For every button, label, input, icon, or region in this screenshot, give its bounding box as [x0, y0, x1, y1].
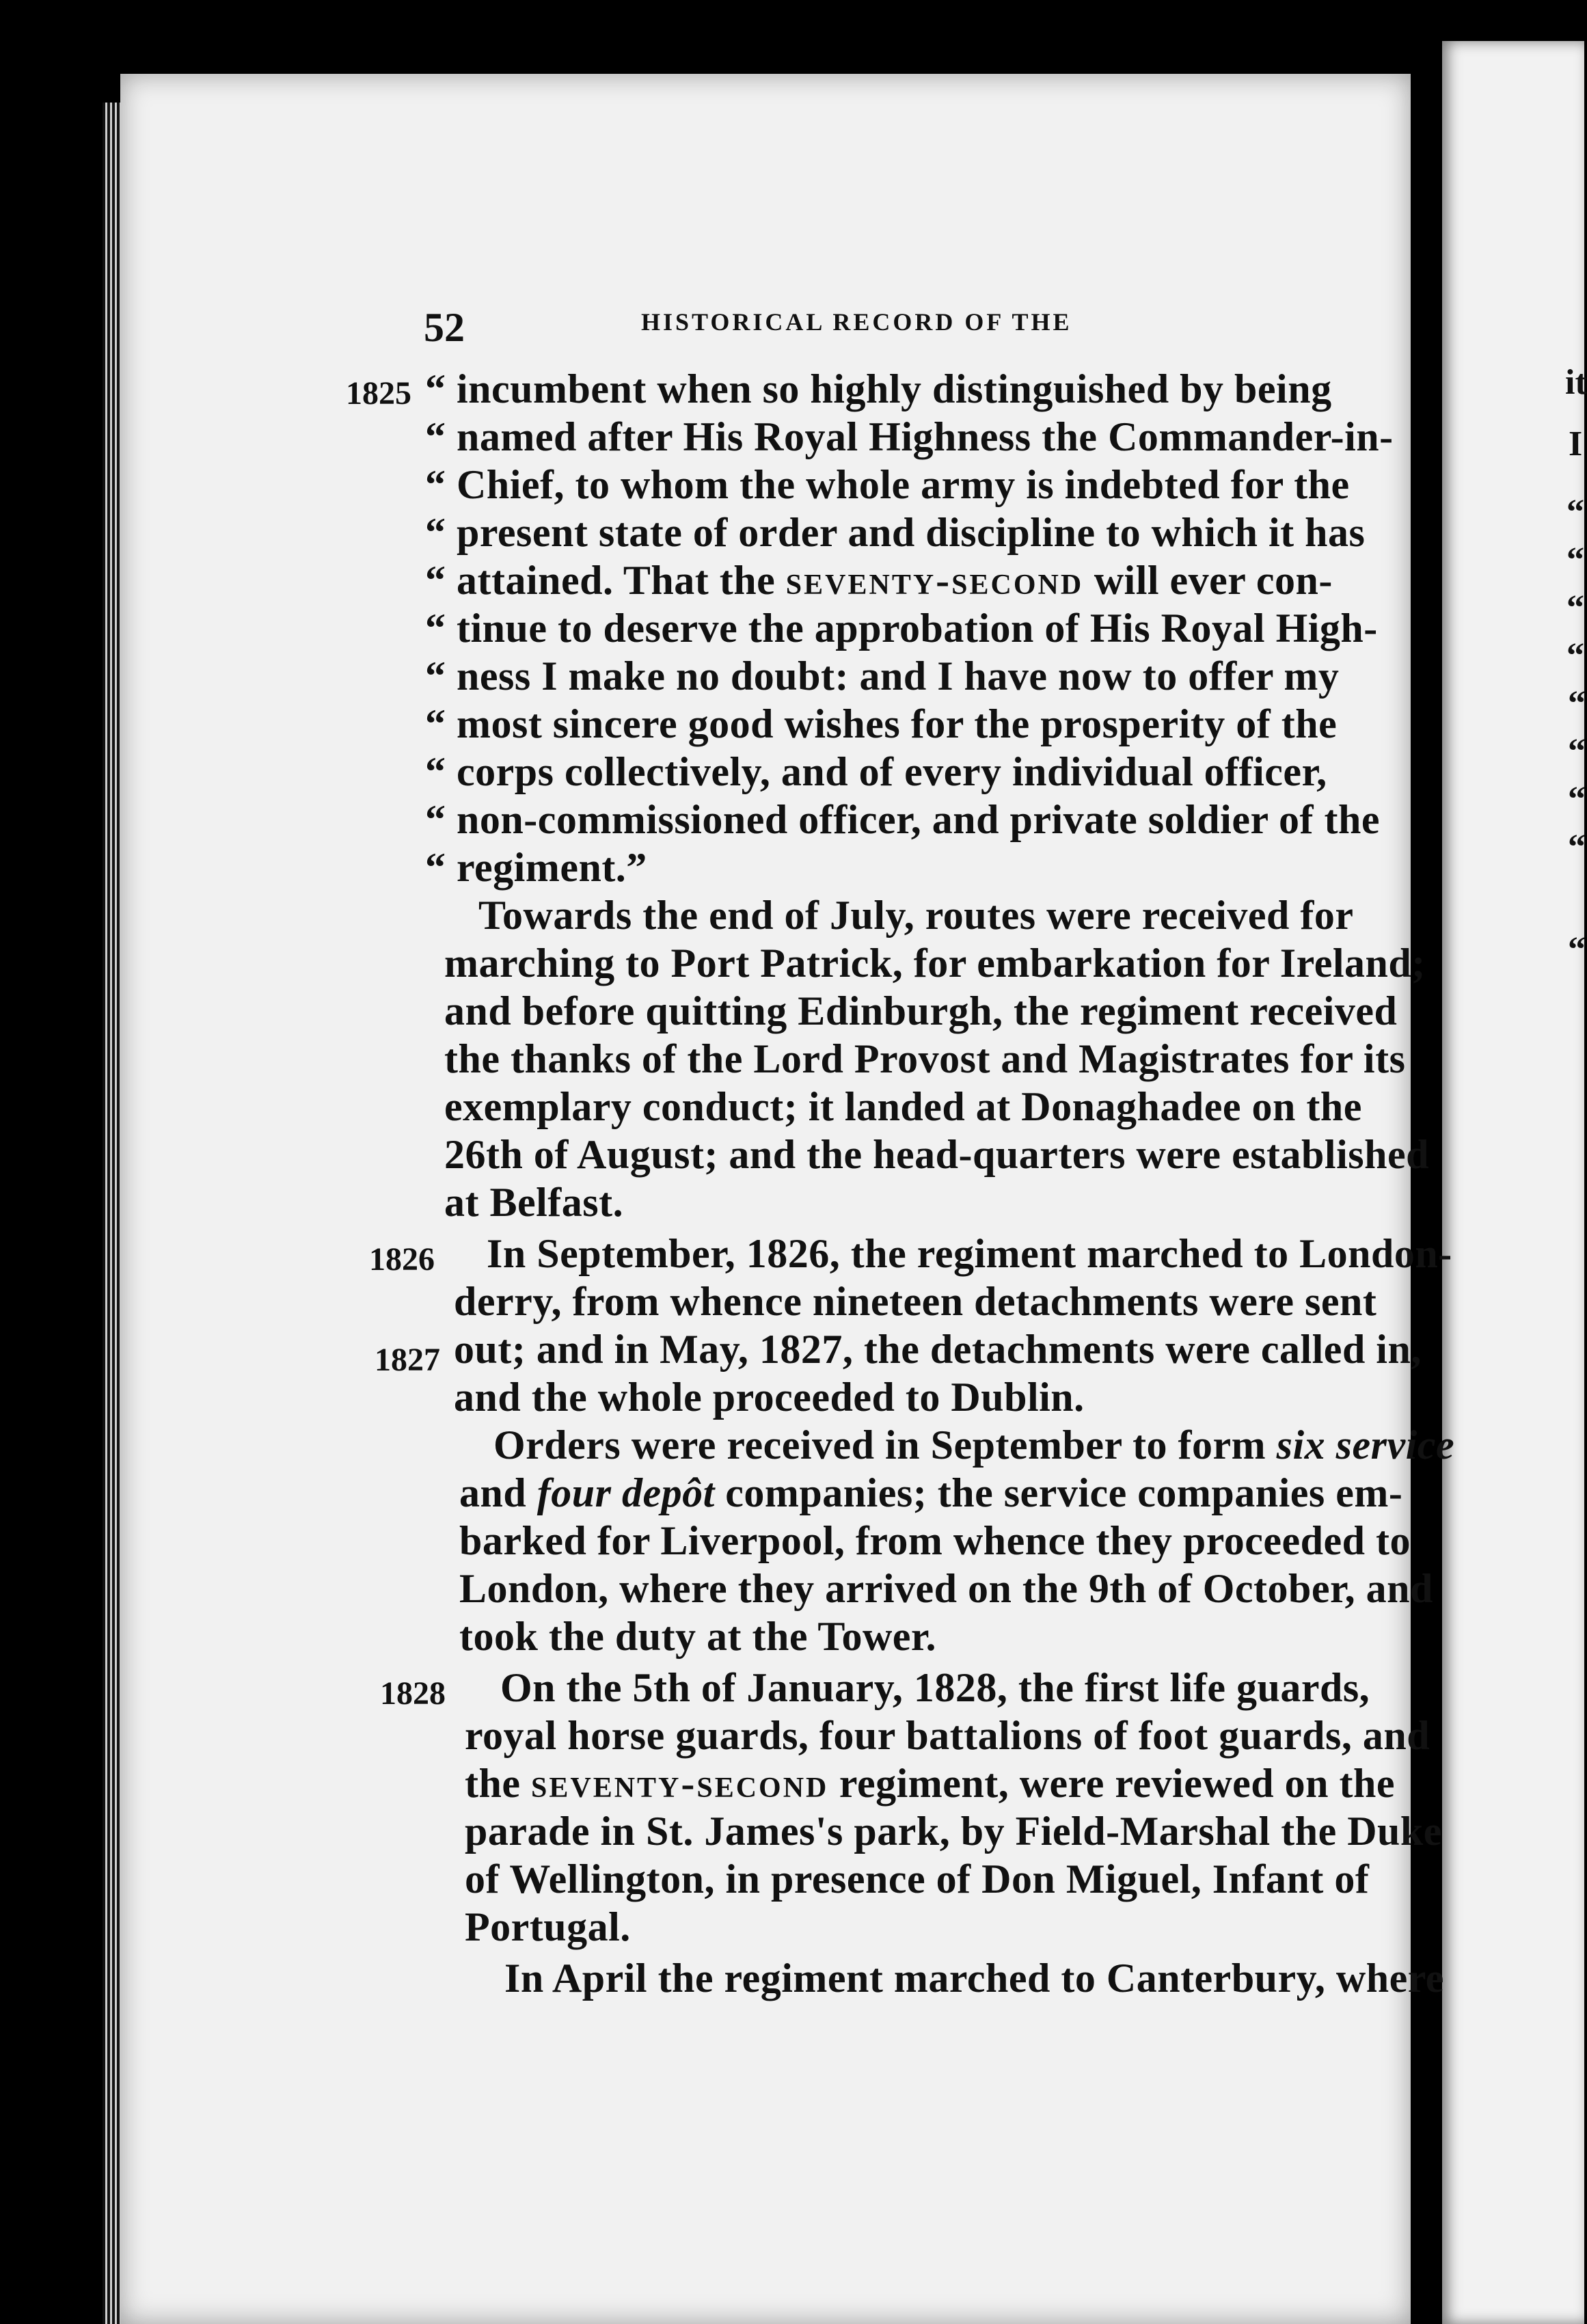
text-line: parade in St. James's park, by Field-Marshal the Duke	[465, 1809, 1442, 1854]
text-run: the	[465, 1761, 531, 1806]
margin-year: 1826	[369, 1241, 435, 1278]
text-run: will ever con-	[1083, 558, 1333, 603]
facing-page-fragment: “	[1568, 732, 1586, 771]
text-line: out; and in May, 1827, the detachments were called in,	[454, 1327, 1422, 1372]
text-line: took the duty at the Tower.	[459, 1614, 937, 1659]
text-line: “ corps collectively, and of every individual officer,	[425, 749, 1327, 794]
text-line: royal horse guards, four battalions of foot guards, and	[465, 1713, 1430, 1758]
text-line: marching to Port Patrick, for embarkation for Ireland;	[444, 941, 1426, 986]
text-line: “ named after His Royal Highness the Commander-in-	[425, 414, 1394, 459]
text-line: and before quitting Edinburgh, the regiment received	[444, 988, 1398, 1033]
text-line: 26th of August; and the head-quarters were established	[444, 1132, 1429, 1177]
text-line: “ incumbent when so highly distinguished by being	[425, 366, 1332, 411]
page-number: 52	[424, 305, 465, 350]
facing-page-fragment: “	[1568, 684, 1586, 723]
text-line: In September, 1826, the regiment marched to London-	[487, 1231, 1452, 1276]
text-run: “ attained. That the	[425, 558, 786, 603]
text-line: On the 5th of January, 1828, the first life guards,	[500, 1665, 1370, 1710]
text-line	[493, 1422, 1454, 1469]
text-line: exemplary conduct; it landed at Donaghadee on the	[444, 1084, 1362, 1129]
margin-year: 1825	[346, 375, 411, 411]
margin-year: 1827	[375, 1342, 440, 1378]
text-line: “ tinue to deserve the approbation of His Royal High-	[425, 606, 1378, 651]
facing-page-fragment: “	[1566, 541, 1584, 580]
text-line: “ most sincere good wishes for the prosperity of the	[425, 701, 1338, 746]
text-line: Portugal.	[465, 1904, 631, 1949]
facing-page-fragment: “	[1566, 589, 1584, 627]
text-line	[465, 1760, 1395, 1807]
facing-page-fragment: it	[1565, 363, 1587, 402]
facing-page-fragment: “	[1566, 636, 1584, 675]
text-line: “ Chief, to whom the whole army is indebted for the	[425, 462, 1350, 507]
text-line: at Belfast.	[444, 1180, 624, 1225]
facing-page-fragment: “	[1568, 828, 1586, 867]
text-line: Towards the end of July, routes were received for	[478, 893, 1354, 938]
facing-page-fragment: “	[1568, 930, 1586, 969]
text-run: and	[459, 1470, 537, 1515]
text-line	[459, 1470, 1402, 1517]
italic-phrase: four depôt	[537, 1470, 715, 1515]
text-run: Orders were received in September to form	[493, 1422, 1277, 1468]
text-line: “ non-commissioned officer, and private soldier of the	[425, 797, 1380, 842]
italic-phrase: six service	[1276, 1422, 1455, 1468]
text-line: In April the regiment marched to Canterbury, where	[504, 1956, 1444, 2001]
text-line: and the whole proceeded to Dublin.	[454, 1375, 1085, 1420]
facing-page	[1442, 41, 1587, 2324]
margin-year: 1828	[380, 1675, 446, 1712]
regiment-name: seventy-second	[785, 558, 1084, 603]
text-run: companies; the service companies em-	[714, 1470, 1403, 1515]
text-line: “ ness I make no doubt: and I have now to offer my	[425, 653, 1340, 699]
running-head: HISTORICAL RECORD OF THE	[641, 308, 1072, 336]
text-line: barked for Liverpool, from whence they proceeded to	[459, 1518, 1411, 1563]
text-line: “ regiment.”	[425, 845, 647, 890]
facing-page-fragment: “	[1568, 780, 1586, 819]
facing-page-fragment: “	[1566, 493, 1584, 532]
text-run: regiment, were reviewed on the	[828, 1761, 1396, 1806]
regiment-name: seventy-second	[530, 1761, 829, 1806]
text-line: of Wellington, in presence of Don Miguel, Infant of	[465, 1856, 1370, 1902]
facing-page-fragment: I	[1569, 424, 1583, 463]
text-line: London, where they arrived on the 9th of October, and	[459, 1566, 1433, 1611]
text-line: derry, from whence nineteen detachments were sent	[454, 1279, 1377, 1324]
text-line	[425, 557, 1333, 604]
text-line: “ present state of order and discipline to which it has	[425, 510, 1366, 555]
text-line: the thanks of the Lord Provost and Magistrates for its	[444, 1036, 1406, 1081]
